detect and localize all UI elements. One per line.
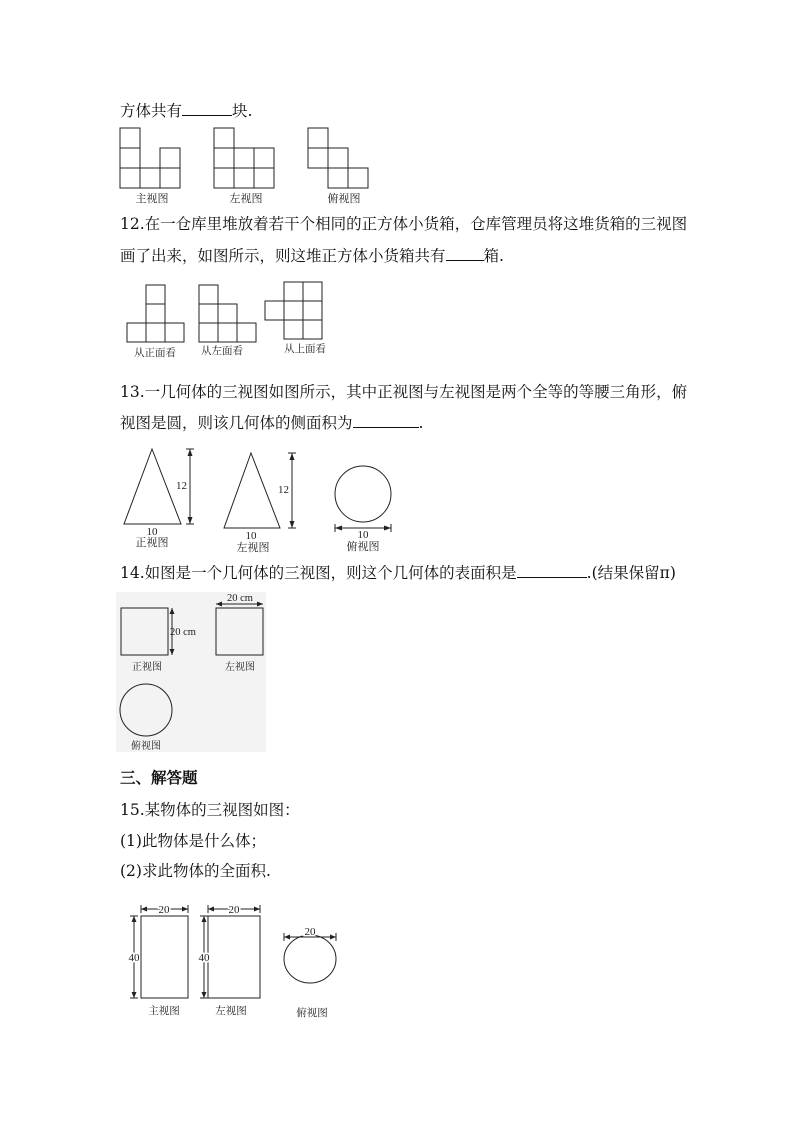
q14-top-view <box>120 684 172 736</box>
q15-top-width-label: 20 <box>304 926 316 938</box>
q11-three-views-figure <box>116 126 386 208</box>
q14-question-line <box>120 562 676 584</box>
q12-text-post: 箱. <box>483 247 504 265</box>
q15-view-label-left: 左视图 <box>215 1005 247 1017</box>
q13-text-post: . <box>418 414 424 432</box>
section-heading-answers: 三、解答题 <box>120 769 198 787</box>
q11-left-view <box>214 128 274 188</box>
q12-three-views-figure <box>124 282 334 364</box>
q11-text-post: 块. <box>232 102 253 120</box>
q15-question-line3: (2)求此物体的全面积. <box>120 862 271 880</box>
q14-left-width-label: 20 cm <box>227 593 253 604</box>
q13-view-label-left: 左视图 <box>236 541 270 554</box>
q12-front-view <box>127 285 184 342</box>
q12-left-view <box>199 285 256 342</box>
q15-left-height-label: 40 <box>198 952 210 964</box>
q13-front-base-label: 10 <box>146 526 158 538</box>
q12-view-label-left: 从左面看 <box>201 345 243 357</box>
q12-top-view <box>265 282 322 339</box>
q13-left-base-label: 10 <box>245 530 257 542</box>
q14-left-view <box>216 602 263 656</box>
q13-question-line1: 13.一几何体的三视图如图所示，其中正视图与左视图是两个全等的等腰三角形，俯 <box>120 383 688 401</box>
q14-view-label-top: 俯视图 <box>131 741 161 752</box>
q13-text-pre: 视图是圆，则该几何体的侧面积为 <box>120 414 353 432</box>
q14-three-views-figure <box>116 592 266 752</box>
q12-question-line1: 12.在一仓库里堆放着若干个相同的正方体小货箱，仓库管理员将这堆货箱的三视图 <box>120 215 688 233</box>
q11-top-view <box>308 128 368 188</box>
q13-view-label-front: 正视图 <box>135 536 169 549</box>
q11-text-pre: 方体共有 <box>120 102 183 120</box>
q15-left-width-label: 20 <box>228 904 240 916</box>
q15-view-label-top: 俯视图 <box>296 1007 328 1019</box>
q11-question-tail <box>120 100 252 122</box>
q15-question-line1: 15.某物体的三视图如图： <box>120 801 300 819</box>
q12-text-pre: 画了出来，如图所示，则这堆正方体小货箱共有 <box>120 247 446 265</box>
q11-answer-blank[interactable] <box>182 101 232 116</box>
q13-front-height-label: 12 <box>176 480 187 492</box>
q14-view-label-front: 正视图 <box>132 662 162 673</box>
q15-three-views-figure <box>124 900 340 1022</box>
q14-text-post: .(结果保留π) <box>586 564 676 582</box>
q13-three-views-figure <box>118 444 408 556</box>
q13-top-diameter-label: 10 <box>357 529 369 541</box>
q14-front-height-label: 20 cm <box>170 627 196 638</box>
q12-question-line2 <box>120 245 504 267</box>
q12-answer-blank[interactable] <box>446 246 484 261</box>
q12-view-label-front: 从正面看 <box>134 347 176 359</box>
q13-answer-blank[interactable] <box>353 413 419 428</box>
q15-main-width-label: 20 <box>158 904 170 916</box>
q13-top-view <box>335 466 391 532</box>
q15-view-label-main: 主视图 <box>148 1005 180 1017</box>
q14-view-label-left: 左视图 <box>225 662 255 673</box>
q13-question-line2 <box>120 412 423 434</box>
q11-view-label-left: 左视图 <box>229 192 263 205</box>
q12-view-label-top: 从上面看 <box>284 343 326 355</box>
q14-front-view <box>121 608 175 655</box>
q11-view-label-top: 俯视图 <box>327 192 361 205</box>
q14-text-pre: 14.如图是一个几何体的三视图，则这个几何体的表面积是 <box>120 564 517 582</box>
q15-question-line2: (1)此物体是什么体； <box>120 832 266 850</box>
q13-left-height-label: 12 <box>278 484 289 496</box>
q11-main-view <box>120 128 180 188</box>
q13-view-label-top: 俯视图 <box>346 540 380 553</box>
q11-view-label-main: 主视图 <box>135 192 169 205</box>
q15-main-height-label: 40 <box>128 952 140 964</box>
q15-top-view <box>284 933 336 983</box>
q14-answer-blank[interactable] <box>517 563 587 578</box>
